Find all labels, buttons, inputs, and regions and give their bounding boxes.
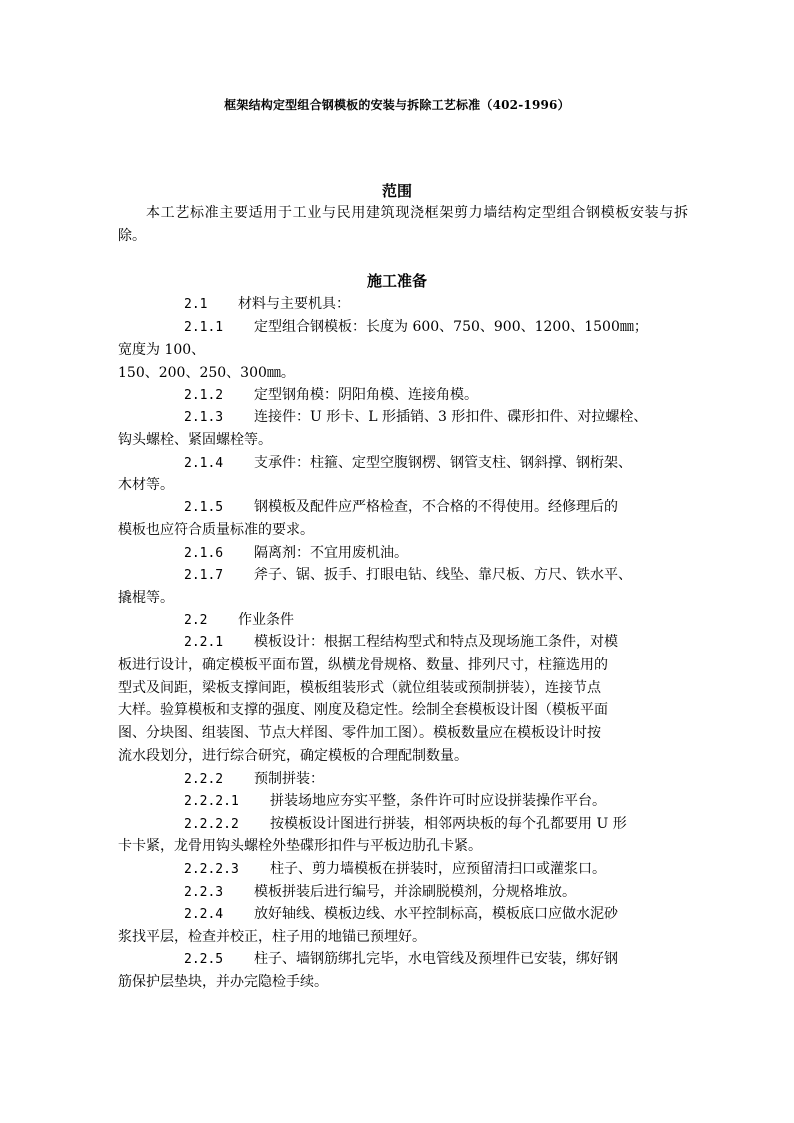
item-2-2-3 xyxy=(118,881,764,905)
item-text: 定型组合钢模板：长度为 600、750、900、1200、1500㎜； xyxy=(254,319,648,335)
item-2-1-3-cont1: 钩头螺栓、紧固螺栓等。 xyxy=(118,432,272,448)
item-text: 材料与主要机具： xyxy=(238,296,350,312)
item-text: 支承件：柱箍、定型空腹钢楞、钢管支柱、钢斜撑、钢桁架、 xyxy=(254,455,632,471)
item-2-2-2-3 xyxy=(118,858,764,882)
item-2-2-5-cont1: 筋保护层垫块，并办完隐检手续。 xyxy=(118,974,328,990)
item-text: 按模板设计图进行拼装，相邻两块板的每个孔都要用 U 形 xyxy=(270,816,627,832)
item-text: 预制拼装： xyxy=(254,771,324,787)
item-2-1-7-cont1: 撬棍等。 xyxy=(118,590,174,606)
item-2-2-2-1 xyxy=(118,790,764,814)
item-number: 2.2.2.1 xyxy=(184,794,239,809)
section-heading-prep: 施工准备 xyxy=(366,272,427,290)
item-number: 2.1.6 xyxy=(184,546,224,561)
item-number: 2.2.3 xyxy=(184,885,224,900)
item-text: 定型钢角模：阴阳角模、连接角模。 xyxy=(254,387,478,403)
item-2-1-5-cont1: 模板也应符合质量标准的要求。 xyxy=(118,522,314,538)
item-number: 2.1.7 xyxy=(184,568,224,583)
document-title: 框架结构定型组合钢模板的安装与拆除工艺标准（402-1996） xyxy=(224,98,570,112)
item-text: 模板设计：根据工程结构型式和特点及现场施工条件，对模 xyxy=(254,634,618,650)
item-text: 柱子、墙钢筋绑扎完毕，水电管线及预埋件已安装，绑好钢 xyxy=(254,951,618,967)
item-2-1-4-cont1: 木材等。 xyxy=(118,477,174,493)
item-text: 拼装场地应夯实平整，条件许可时应设拼装操作平台。 xyxy=(270,793,606,809)
item-number: 2.2.5 xyxy=(184,952,224,967)
item-2-2-2-2-cont1: 卡卡紧，龙骨用钩头螺栓外垫碟形扣件与平板边肋孔卡紧。 xyxy=(118,838,482,854)
item-2-1-7 xyxy=(118,564,764,588)
item-text: 柱子、剪力墙模板在拼装时，应预留清扫口或灌浆口。 xyxy=(270,861,606,877)
item-2-2 xyxy=(118,609,764,633)
item-2-2-2 xyxy=(118,768,764,792)
item-text: 钢模板及配件应严格检查，不合格的不得使用。经修理后的 xyxy=(254,499,618,515)
item-2-2-1-cont5: 流水段划分，进行综合研究，确定模板的合理配制数量。 xyxy=(118,748,468,764)
item-2-2-1-cont1: 板进行设计，确定模板平面布置，纵横龙骨规格、数量、排列尺寸，柱箍选用的 xyxy=(118,657,608,673)
item-number: 2.1.5 xyxy=(184,500,224,515)
item-text: 作业条件 xyxy=(238,612,294,628)
item-text: 斧子、锯、扳手、打眼电钻、线坠、靠尺板、方尺、铁水平、 xyxy=(254,567,632,583)
item-number: 2.2.2 xyxy=(184,772,224,787)
item-text: 放好轴线、模板边线、水平控制标高，模板底口应做水泥砂 xyxy=(254,906,618,922)
item-number: 2.1.4 xyxy=(184,456,224,471)
item-number: 2.1.1 xyxy=(184,320,224,335)
item-2-1-2 xyxy=(118,384,764,408)
section-heading-scope: 范围 xyxy=(381,182,412,200)
item-number: 2.2.2.3 xyxy=(184,862,239,877)
item-2-1-1 xyxy=(118,316,764,340)
scope-paragraph: 本工艺标准主要适用于工业与民用建筑现浇框架剪力墙结构定型组合钢模板安装与拆除。 xyxy=(118,205,688,244)
item-number: 2.2.2.2 xyxy=(184,817,239,832)
item-2-1-5 xyxy=(118,496,764,520)
item-text: 连接件：U 形卡、L 形插销、3 形扣件、碟形扣件、对拉螺栓、 xyxy=(254,409,648,425)
item-2-2-1 xyxy=(118,631,764,655)
item-2-1-4 xyxy=(118,452,764,476)
item-2-2-4-cont1: 浆找平层，检查并校正，柱子用的地锚已预埋好。 xyxy=(118,929,426,945)
item-2-1-1-cont2: 150、200、250、300㎜。 xyxy=(118,365,295,381)
item-2-2-4 xyxy=(118,903,764,927)
item-number: 2.1 xyxy=(184,297,208,312)
item-2-1 xyxy=(118,293,764,317)
item-number: 2.2.4 xyxy=(184,907,224,922)
item-number: 2.1.3 xyxy=(184,410,224,425)
item-2-2-1-cont2: 型式及间距，梁板支撑间距，模板组装形式（就位组装或预制拼装），连接节点 xyxy=(118,680,601,696)
item-2-2-1-cont3: 大样。验算模板和支撑的强度、刚度及稳定性。绘制全套模板设计图（模板平面 xyxy=(118,702,608,718)
item-2-1-1-cont1: 宽度为 100、 xyxy=(118,342,206,358)
item-2-2-2-2 xyxy=(118,813,764,837)
item-number: 2.1.2 xyxy=(184,388,224,403)
item-text: 模板拼装后进行编号，并涂刷脱模剂，分规格堆放。 xyxy=(254,884,576,900)
item-text: 隔离剂：不宜用废机油。 xyxy=(254,545,408,561)
item-2-2-1-cont4: 图、分块图、组装图、节点大样图、零件加工图）。模板数量应在模板设计时按 xyxy=(118,725,601,741)
item-2-1-3 xyxy=(118,406,764,430)
item-2-2-5 xyxy=(118,948,764,972)
item-number: 2.2.1 xyxy=(184,635,224,650)
item-number: 2.2 xyxy=(184,613,208,628)
item-2-1-6 xyxy=(118,542,764,566)
